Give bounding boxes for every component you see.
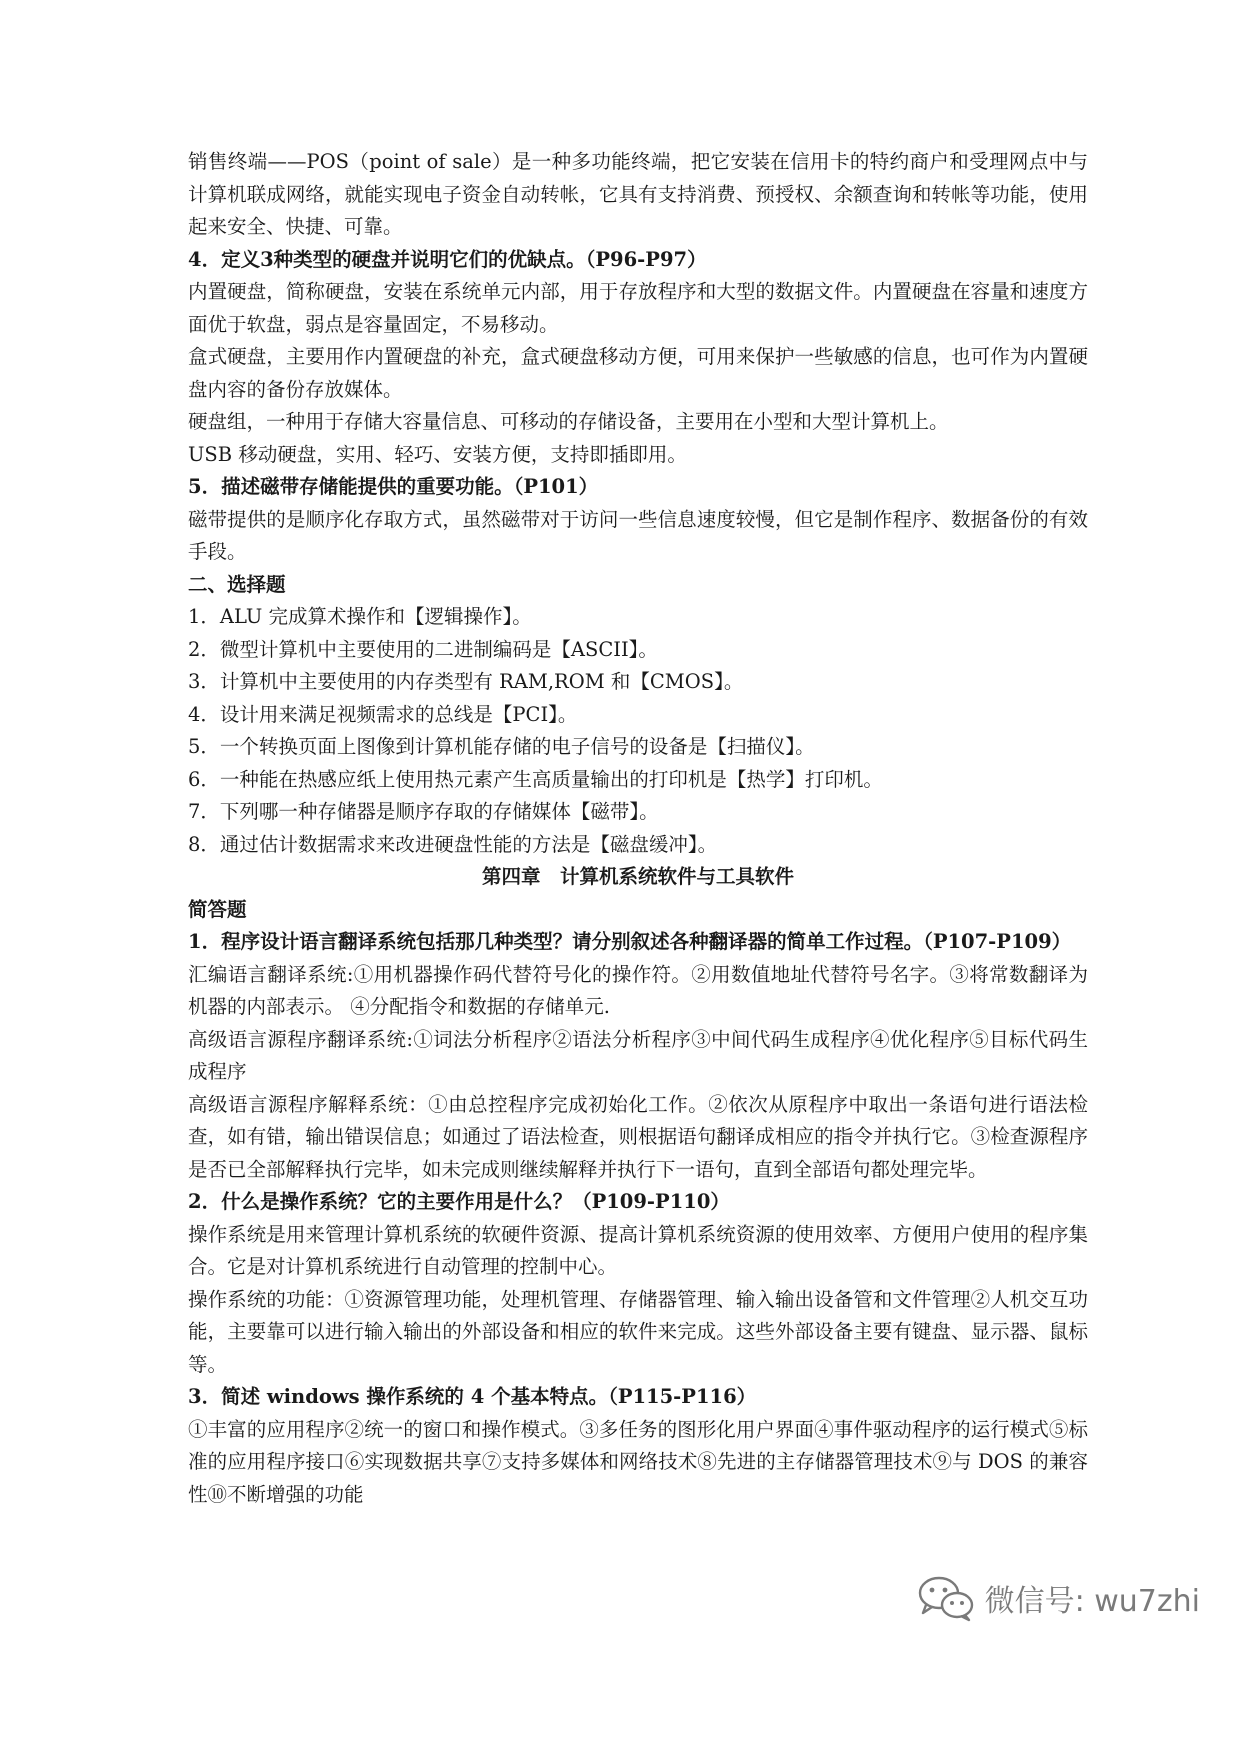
document-page	[188, 146, 1088, 1511]
heading: 简答题	[188, 897, 247, 921]
paragraph: 销售终端——POS（point of sale）是一种多功能终端，把它安装在信用卡的特约商户和受理网点中与计算机联成网络，就能实现电子资金自动转帐，它具有支持消费、预授权、余额查询和转帐等功能，使用起来安全、快捷、可靠。	[188, 150, 1088, 238]
heading: 1．程序设计语言翻译系统包括那几种类型？请分别叙述各种翻译器的简单工作过程。（P107-P109）	[188, 930, 1072, 953]
paragraph: 硬盘组，一种用于存储大容量信息、可移动的存储设备，主要用在小型和大型计算机上。	[188, 410, 949, 433]
paragraph: 2．微型计算机中主要使用的二进制编码是【ASCII】。	[188, 637, 658, 661]
heading: 二、选择题	[188, 572, 286, 596]
paragraph: 内置硬盘，简称硬盘，安装在系统单元内部，用于存放程序和大型的数据文件。内置硬盘在容量和速度方面优于软盘，弱点是容量固定，不易移动。	[188, 280, 1088, 336]
paragraph: 3．计算机中主要使用的内存类型有 RAM,ROM 和【CMOS】。	[188, 670, 744, 693]
paragraph: 6．一种能在热感应纸上使用热元素产生高质量输出的打印机是【热学】打印机。	[188, 767, 883, 791]
watermark	[917, 1574, 1200, 1622]
wechat-icon	[917, 1574, 975, 1622]
paragraph: 操作系统的功能：①资源管理功能，处理机管理、存储器管理、输入输出设备管和文件管理②人机交互功能，主要靠可以进行输入输出的外部设备和相应的软件来完成。这些外部设备主要有键盘、显示器、鼠标等。	[188, 1287, 1088, 1376]
paragraph: ①丰富的应用程序②统一的窗口和操作模式。③多任务的图形化用户界面④事件驱动程序的运行模式⑤标准的应用程序接口⑥实现数据共享⑦支持多媒体和网络技术⑧先进的主存储器管理技术⑨与 DOS 的兼容性⑩不断增强的功能	[188, 1417, 1088, 1506]
paragraph: 7．下列哪一种存储器是顺序存取的存储媒体【磁带】。	[188, 800, 659, 823]
paragraph: 8．通过估计数据需求来改进硬盘性能的方法是【磁盘缓冲】。	[188, 832, 718, 856]
heading: 2．什么是操作系统？它的主要作用是什么？（P109-P110）	[188, 1190, 730, 1213]
paragraph: 汇编语言翻译系统:①用机器操作码代替符号化的操作符。②用数值地址代替符号名字。③将常数翻译为机器的内部表示。 ④分配指令和数据的存储单元.	[188, 962, 1088, 1018]
heading: 3．简述 windows 操作系统的 4 个基本特点。（P115-P116）	[188, 1385, 757, 1408]
paragraph: 操作系统是用来管理计算机系统的软硬件资源、提高计算机系统资源的使用效率、方便用户使用的程序集合。它是对计算机系统进行自动管理的控制中心。	[188, 1222, 1088, 1278]
paragraph: 高级语言源程序翻译系统:①词法分析程序②语法分析程序③中间代码生成程序④优化程序⑤目标代码生成程序	[188, 1027, 1088, 1083]
paragraph: 1．ALU 完成算术操作和【逻辑操作】。	[188, 605, 532, 628]
heading: 第四章 计算机系统软件与工具软件	[481, 865, 794, 888]
heading: 5．描述磁带存储能提供的重要功能。（P101）	[188, 475, 599, 498]
paragraph: 盒式硬盘，主要用作内置硬盘的补充，盒式硬盘移动方便，可用来保护一些敏感的信息，也可作为内置硬盘内容的备份存放媒体。	[188, 345, 1088, 401]
paragraph: 磁带提供的是顺序化存取方式，虽然磁带对于访问一些信息速度较慢，但它是制作程序、数据备份的有效手段。	[188, 507, 1088, 563]
heading: 4．定义3种类型的硬盘并说明它们的优缺点。（P96-P97）	[188, 247, 707, 271]
paragraph: USB 移动硬盘，实用、轻巧、安装方便，支持即插即用。	[188, 442, 687, 466]
watermark-text: 微信号: wu7zhi	[984, 1584, 1200, 1619]
paragraph: 4．设计用来满足视频需求的总线是【PCI】。	[188, 702, 578, 726]
paragraph: 高级语言源程序解释系统：①由总控程序完成初始化工作。②依次从原程序中取出一条语句进行语法检查，如有错，输出错误信息；如通过了语法检查，则根据语句翻译成相应的指令并执行它。③检查源程序是否已全部解释执行完毕，如未完成则继续解释并执行下一语句，直到全部语句都处理完毕。	[188, 1092, 1088, 1181]
paragraph: 5．一个转换页面上图像到计算机能存储的电子信号的设备是【扫描仪】。	[188, 735, 815, 758]
